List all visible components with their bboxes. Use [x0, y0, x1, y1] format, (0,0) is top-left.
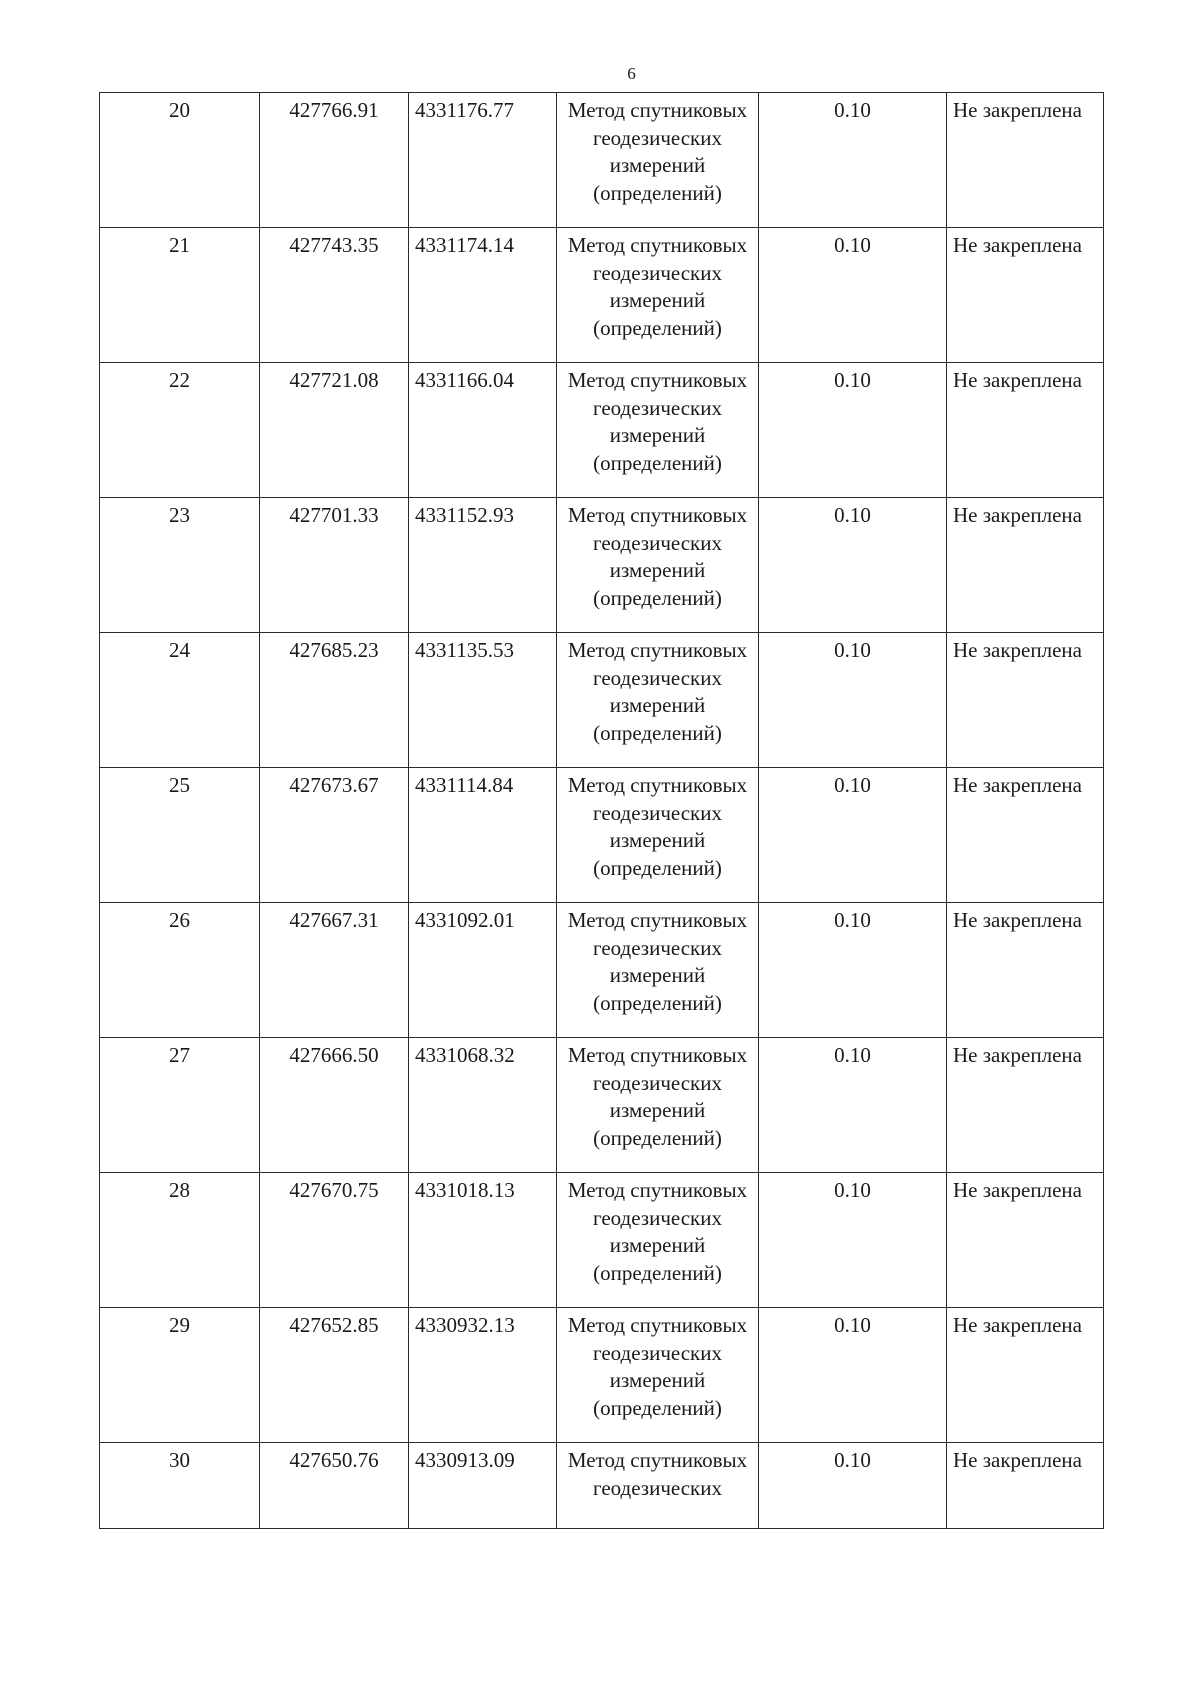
fixation-cell: Не закреплена [947, 93, 1104, 228]
point-number-cell: 23 [100, 498, 260, 633]
method-cell: Метод спутниковых геодезических измерений (определений) [557, 633, 759, 768]
table-row [100, 1308, 1104, 1443]
accuracy-cell: 0.10 [759, 228, 947, 363]
point-number-cell: 24 [100, 633, 260, 768]
x-coordinate-cell: 427685.23 [260, 633, 409, 768]
point-number-cell: 21 [100, 228, 260, 363]
point-number-cell: 29 [100, 1308, 260, 1443]
fixation-cell: Не закреплена [947, 1443, 1104, 1529]
fixation-cell: Не закреплена [947, 1038, 1104, 1173]
fixation-cell: Не закреплена [947, 1173, 1104, 1308]
point-number-cell: 25 [100, 768, 260, 903]
accuracy-cell: 0.10 [759, 1038, 947, 1173]
fixation-cell: Не закреплена [947, 1308, 1104, 1443]
y-coordinate-cell: 4331174.14 [409, 228, 557, 363]
x-coordinate-cell: 427652.85 [260, 1308, 409, 1443]
y-coordinate-cell: 4331176.77 [409, 93, 557, 228]
accuracy-cell: 0.10 [759, 498, 947, 633]
table-row [100, 1443, 1104, 1529]
x-coordinate-cell: 427766.91 [260, 93, 409, 228]
y-coordinate-cell: 4331135.53 [409, 633, 557, 768]
table-row [100, 1038, 1104, 1173]
y-coordinate-cell: 4330913.09 [409, 1443, 557, 1529]
x-coordinate-cell: 427721.08 [260, 363, 409, 498]
accuracy-cell: 0.10 [759, 363, 947, 498]
accuracy-cell: 0.10 [759, 903, 947, 1038]
accuracy-cell: 0.10 [759, 93, 947, 228]
y-coordinate-cell: 4330932.13 [409, 1308, 557, 1443]
y-coordinate-cell: 4331166.04 [409, 363, 557, 498]
table-row [100, 903, 1104, 1038]
x-coordinate-cell: 427650.76 [260, 1443, 409, 1529]
x-coordinate-cell: 427743.35 [260, 228, 409, 363]
method-cell: Метод спутниковых геодезических измерений (определений) [557, 903, 759, 1038]
method-cell: Метод спутниковых геодезических [557, 1443, 759, 1529]
y-coordinate-cell: 4331092.01 [409, 903, 557, 1038]
point-number-cell: 22 [100, 363, 260, 498]
accuracy-cell: 0.10 [759, 633, 947, 768]
point-number-cell: 20 [100, 93, 260, 228]
accuracy-cell: 0.10 [759, 1308, 947, 1443]
x-coordinate-cell: 427666.50 [260, 1038, 409, 1173]
fixation-cell: Не закреплена [947, 633, 1104, 768]
method-cell: Метод спутниковых геодезических измерений (определений) [557, 498, 759, 633]
point-number-cell: 30 [100, 1443, 260, 1529]
fixation-cell: Не закреплена [947, 903, 1104, 1038]
y-coordinate-cell: 4331114.84 [409, 768, 557, 903]
point-number-cell: 26 [100, 903, 260, 1038]
table-row [100, 363, 1104, 498]
accuracy-cell: 0.10 [759, 1443, 947, 1529]
table-row [100, 633, 1104, 768]
table-row [100, 498, 1104, 633]
table-row [100, 768, 1104, 903]
method-cell: Метод спутниковых геодезических измерений (определений) [557, 228, 759, 363]
page-number: 6 [627, 64, 636, 83]
fixation-cell: Не закреплена [947, 768, 1104, 903]
method-cell: Метод спутниковых геодезических измерений (определений) [557, 93, 759, 228]
table-row [100, 93, 1104, 228]
x-coordinate-cell: 427670.75 [260, 1173, 409, 1308]
x-coordinate-cell: 427673.67 [260, 768, 409, 903]
table-row [100, 1173, 1104, 1308]
fixation-cell: Не закреплена [947, 498, 1104, 633]
point-number-cell: 27 [100, 1038, 260, 1173]
x-coordinate-cell: 427701.33 [260, 498, 409, 633]
point-number-cell: 28 [100, 1173, 260, 1308]
coordinates-table [99, 92, 1104, 1529]
method-cell: Метод спутниковых геодезических измерений (определений) [557, 363, 759, 498]
y-coordinate-cell: 4331018.13 [409, 1173, 557, 1308]
method-cell: Метод спутниковых геодезических измерений (определений) [557, 1038, 759, 1173]
accuracy-cell: 0.10 [759, 1173, 947, 1308]
fixation-cell: Не закреплена [947, 228, 1104, 363]
method-cell: Метод спутниковых геодезических измерений (определений) [557, 768, 759, 903]
y-coordinate-cell: 4331068.32 [409, 1038, 557, 1173]
table-row [100, 228, 1104, 363]
method-cell: Метод спутниковых геодезических измерений (определений) [557, 1308, 759, 1443]
x-coordinate-cell: 427667.31 [260, 903, 409, 1038]
accuracy-cell: 0.10 [759, 768, 947, 903]
fixation-cell: Не закреплена [947, 363, 1104, 498]
method-cell: Метод спутниковых геодезических измерений (определений) [557, 1173, 759, 1308]
y-coordinate-cell: 4331152.93 [409, 498, 557, 633]
